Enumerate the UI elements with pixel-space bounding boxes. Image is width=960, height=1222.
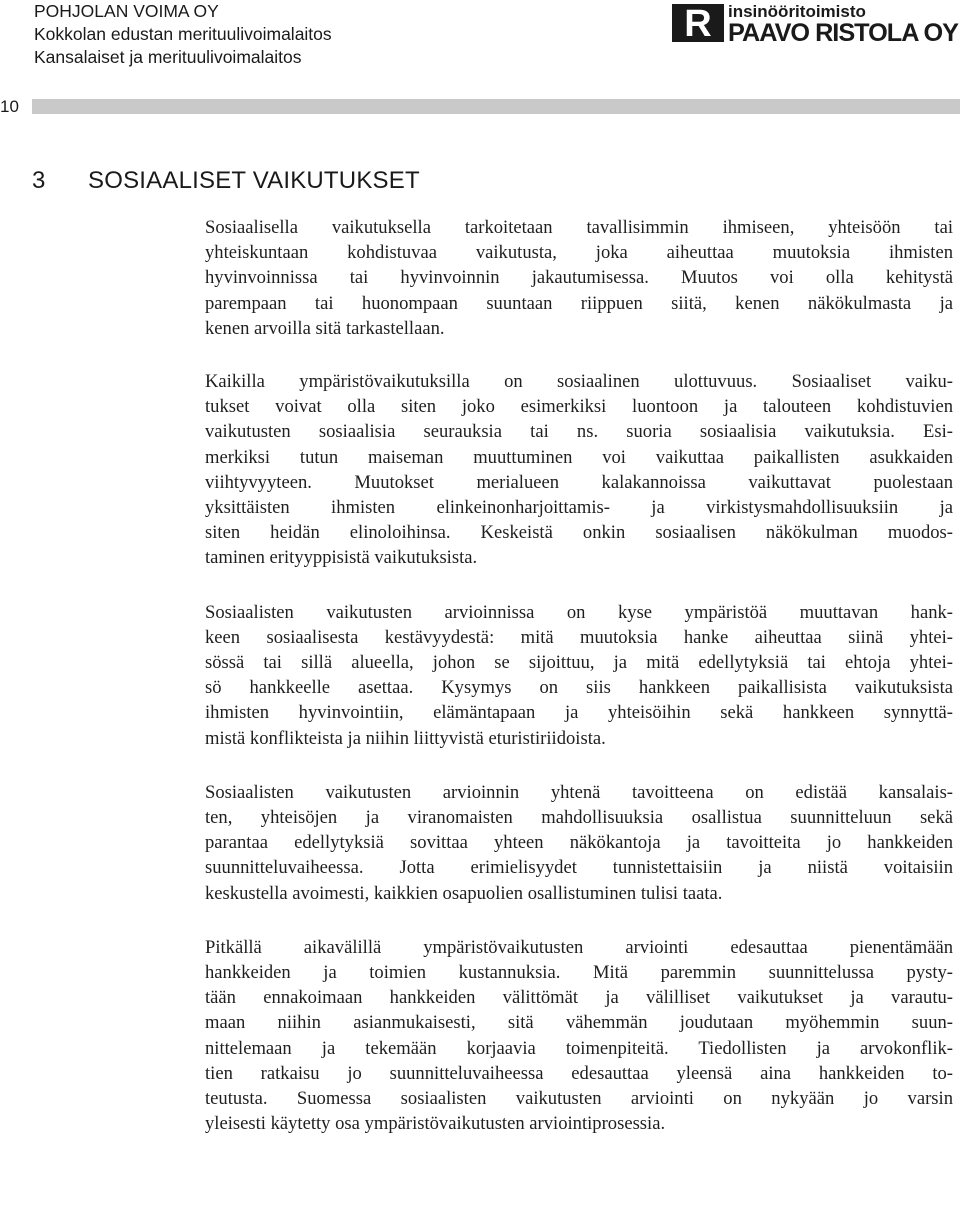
section-heading: [32, 166, 420, 196]
text-line: tien ratkaisu jo suunnitteluvaiheessa edesauttaa yleensä aina hankkeiden to-: [205, 1062, 953, 1084]
paragraph: [205, 600, 953, 751]
text-line: hyvinvoinnissa tai hyvinvoinnin jakautumisessa. Muutos voi olla kehitystä: [205, 267, 953, 289]
text-line: nittelemaan ja tekemään korjaavia toimenpiteitä. Tiedollisten ja arvokonflik-: [205, 1037, 953, 1059]
project-name: Kokkolan edustan merituulivoimalaitos: [34, 24, 332, 44]
text-line: keen sosiaalisesta kestävyydestä: mitä muutoksia hanke aiheuttaa siinä yhtei-: [205, 626, 953, 648]
text-line: maan niihin asianmukaisesti, sitä vähemmän joudutaan myöhemmin suun-: [205, 1012, 953, 1034]
text-line: viihtyvyyteen. Muutokset merialueen kalakannoissa vaikuttavat puolestaan: [205, 471, 953, 493]
text-line: yhteiskuntaan kohdistuvaa vaikutusta, joka aiheuttaa muutoksia ihmisten: [205, 242, 953, 264]
paragraph: [205, 369, 953, 571]
text-line: Pitkällä aikavälillä ympäristövaikutusten arviointi edesauttaa pienentämään: [205, 936, 953, 958]
document-header: [34, 0, 332, 69]
paragraph: [205, 780, 953, 906]
text-line: yksittäisten ihmisten elinkeinonharjoittamis- ja virkistysmahdollisuuksiin ja: [205, 497, 953, 519]
text-line: siten heidän elinoloihinsa. Keskeistä onkin sosiaalisen näkökulman muodos-: [205, 522, 953, 544]
text-line: teutusta. Suomessa sosiaalisten vaikutusten arviointi on nykyään jo varsin: [205, 1088, 953, 1110]
section-number: 3: [32, 167, 46, 194]
header-rule: [32, 99, 960, 114]
text-line: Sosiaalisten vaikutusten arvioinnin yhtenä tavoitteena on edistää kansalais-: [205, 781, 953, 803]
logo-letter: R: [684, 3, 712, 44]
text-line: parempaan tai huonompaan suuntaan riippuen siitä, kenen näkökulmasta ja: [205, 292, 953, 314]
text-line: mistä konflikteista ja niihin liittyvistä eturistiriidoista.: [205, 727, 606, 749]
body-text: [205, 215, 953, 1166]
text-line: kenen arvoilla sitä tarkastellaan.: [205, 317, 445, 339]
logo-line1: insinööritoimisto: [728, 2, 866, 21]
text-line: parantaa edellytyksiä sovittaa yhteen näkökantoja ja tavoitteita jo hankkeiden: [205, 832, 953, 854]
text-line: Kaikilla ympäristövaikutuksilla on sosiaalinen ulottuvuus. Sosiaaliset vaiku-: [205, 371, 953, 393]
text-line: ihmisten hyvinvointiin, elämäntapaan ja yhteisöihin sekä hankkeen synnyttä-: [205, 702, 953, 724]
text-line: keskustella avoimesti, kaikkien osapuolien osallistuminen tulisi taata.: [205, 882, 723, 904]
text-line: sössä tai sillä alueella, johon se sijoittuu, ja mitä edellytyksiä tai ehtoja yhtei-: [205, 652, 953, 674]
text-line: taminen erityyppisistä vaikutuksista.: [205, 547, 478, 569]
text-line: Sosiaalisten vaikutusten arvioinnissa on kyse ympäristöä muuttavan hank-: [205, 601, 953, 623]
page-number: 10: [0, 97, 19, 116]
paragraph: [205, 215, 953, 341]
text-line: ten, yhteisöjen ja viranomaisten mahdollisuuksia osallistua suunnitteluun sekä: [205, 807, 953, 829]
text-line: sö hankkeelle asettaa. Kysymys on siis hankkeen paikallisista vaikutuksista: [205, 677, 953, 699]
text-line: Sosiaalisella vaikutuksella tarkoitetaan tavallisimmin ihmiseen, yhteisöön tai: [205, 217, 953, 238]
text-line: vaikutusten sosiaalisia seurauksia tai ns. suoria sosiaalisia vaikutuksia. Esi-: [205, 421, 953, 443]
company-name: POHJOLAN VOIMA OY: [34, 1, 219, 21]
section-title: SOSIAALISET VAIKUTUKSET: [88, 167, 420, 194]
text-line: suunnitteluvaiheessa. Jotta erimielisyydet tunnistettaisiin ja niistä voitaisiin: [205, 857, 953, 879]
paragraph: [205, 935, 953, 1137]
text-line: merkiksi tutun maiseman muuttuminen voi vaikuttaa paikallisten asukkaiden: [205, 446, 953, 468]
company-logo: [672, 0, 960, 44]
text-line: yleisesti käytetty osa ympäristövaikutusten arviointiprosessia.: [205, 1113, 666, 1135]
text-line: hankkeiden ja toimien kustannuksia. Mitä paremmin suunnittelussa pysty-: [205, 962, 953, 984]
logo-line2: PAAVO RISTOLA OY: [728, 19, 960, 44]
document-name: Kansalaiset ja merituulivoimalaitos: [34, 47, 302, 67]
text-line: tään ennakoimaan hankkeiden välittömät ja välilliset vaikutukset ja varautu-: [205, 987, 953, 1009]
text-line: tukset voivat olla siten joko esimerkiksi luontoon ja talouteen kohdistuvien: [205, 396, 953, 418]
